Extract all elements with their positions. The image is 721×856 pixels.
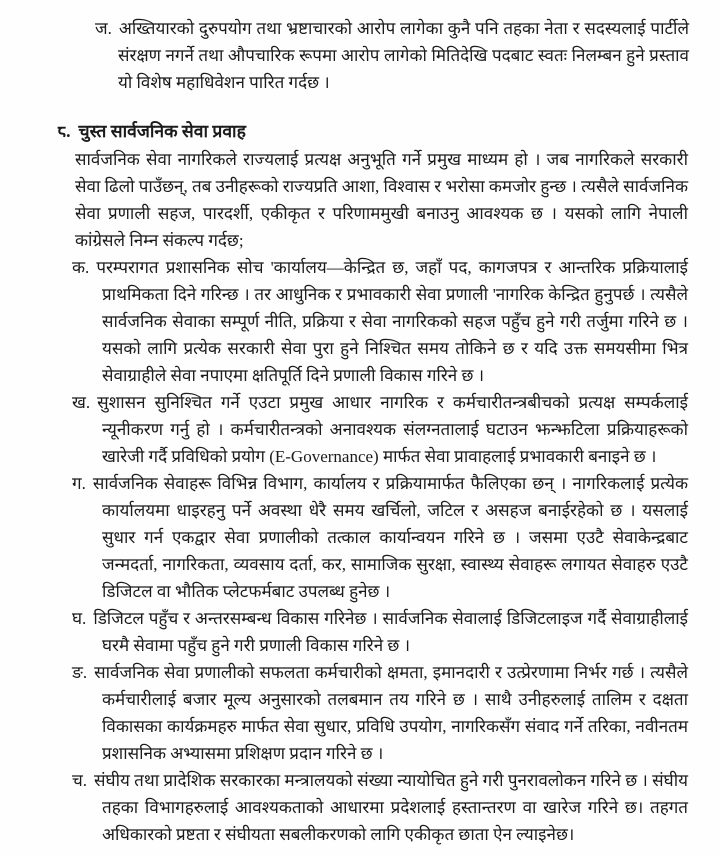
list-item-gha — [72, 605, 688, 659]
list-item-ga — [72, 470, 688, 605]
list-item-marker: ग. — [72, 474, 86, 493]
list-item-text: अख्तियारको दुरुपयोग तथा भ्रष्टाचारको आरोप लागेका कुनै पनि तहका नेता र सदस्यलाई पार्टीले संरक्षण नगर्ने तथा औपचारिक रूपमा आरोप लागेको मितिदेखि पदबाट स्वतः निलम्बन हुने प्रस्ताव यो विशेष महाधिवेशन पारित गर्दछ । — [118, 19, 689, 92]
list-item-text: सार्वजनिक सेवाहरू विभिन्न विभाग, कार्यालय र प्रक्रियामार्फत फैलिएका छन् । नागरिकलाई प्रत्येक कार्यालयमा धाइरहनु पर्ने अवस्था धेरै समय खर्चिलो, जटिल र असहज बनाईरहेको छ । यसलाई सुधार गर्न एकद्वार सेवा प्रणालीको तत्काल कार्यान्वयन गरिने छ । जसमा एउटै सेवाकेन्द्रबाट जन्मदर्ता, नागरिकता, व्यवसाय दर्ता, कर, सामाजिक सुरक्षा, स्वास्थ्य सेवाहरू लगायत सेवाहरु एउटै डिजिटल वा भौतिक प्लेटफर्मबाट उपलब्ध हुनेछ । — [92, 474, 688, 601]
list-item-ja — [95, 15, 689, 96]
list-item-text: संघीय तथा प्रादेशिक सरकारका मन्त्रालयको संख्या न्यायोचित हुने गरी पुनरावलोकन गरिने छ । संघीय तहका विभागहरुलाई आवश्यकताको आधारमा प्रदेशलाई हस्तान्तरण वा खारेज गरिने छ। तहगत अधिकारको प्रष्टता र संघीयता सबलीकरणको लागि एकीकृत छाता ऐन ल्याइनेछ। — [94, 771, 688, 844]
list-item-ka — [72, 254, 688, 389]
list-item-text: सुशासन सुनिश्चित गर्ने एउटा प्रमुख आधार नागरिक र कर्मचारीतन्त्रबीचको प्रत्यक्ष सम्पर्कलाई न्यूनीकरण गर्नु हो । कर्मचारीतन्त्रको अनावश्यक संलग्नतालाई घटाउन झन्झटिला प्रक्रियाहरूको खारेजी गर्दै प्रविधिको प्रयोग (E-Governance) मार्फत सेवा प्रावाहलाई प्रभावकारी बनाइने छ । — [97, 393, 688, 466]
list-item-marker: च. — [72, 771, 88, 790]
section-intro: सार्वजनिक सेवा नागरिकले राज्यलाई प्रत्यक्ष अनुभूति गर्ने प्रमुख माध्यम हो । जब नागरिकले सरकारी सेवा ढिलो पाउँछन्, तब उनीहरूको राज्यप्रति आशा, विश्वास र भरोसा कमजोर हुन्छ । त्यसैले सार्वजनिक सेवा प्रणाली सहज, पारदर्शी, एकीकृत र परिणाममुखी बनाउनु आवश्यक छ । यसको लागि नेपाली कांग्रेसले निम्न संकल्प गर्दछ; — [75, 150, 688, 250]
list-item-marker: ख. — [72, 393, 91, 412]
section-number: ८. — [57, 121, 71, 141]
list-item-cha — [72, 767, 688, 848]
list-item-nga — [72, 659, 688, 767]
list-item-kha — [72, 389, 688, 470]
section-heading — [57, 118, 721, 145]
list-item-marker: क. — [72, 258, 90, 277]
list-item-marker: घ. — [72, 609, 87, 628]
list-item-text: डिजिटल पहुँच र अन्तरसम्बन्ध विकास गरिनेछ । सार्वजनिक सेवालाई डिजिटलाइज गर्दै सेवाग्राहीलाई घरमै सेवामा पहुँच हुने गरी प्रणाली विकास गरिने छ । — [93, 609, 688, 655]
list-item-marker: ङ. — [72, 663, 88, 682]
section-title: चुस्त सार्वजनिक सेवा प्रवाह — [78, 121, 246, 141]
list-item-marker: ज. — [95, 19, 112, 38]
list-item-text: सार्वजनिक सेवा प्रणालीको सफलता कर्मचारीको क्षमता, इमानदारी र उत्प्रेरणामा निर्भर गर्छ । त्यसैले कर्मचारीलाई बजार मूल्य अनुसारको तलबमान तय गरिने छ । साथै उनीहरुलाई तालिम र दक्षता विकासका कार्यक्रमहरु मार्फत सेवा सुधार, प्रविधि उपयोग, नागरिकसँग संवाद गर्ने तरिका, नवीनतम प्रशासनिक अभ्यासमा प्रशिक्षण प्रदान गरिने छ । — [94, 663, 688, 763]
list-item-text: परम्परागत प्रशासनिक सोच 'कार्यालय—केन्द्रित छ, जहाँ पद, कागजपत्र र आन्तरिक प्रक्रियालाई प्राथमिकता दिने गरिन्छ । तर आधुनिक र प्रभावकारी सेवा प्रणाली 'नागरिक केन्द्रित हुनुपर्छ । त्यसैले सार्वजनिक सेवाका सम्पूर्ण नीति, प्रक्रिया र सेवा नागरिकको सहज पहुँच हुने गरी तर्जुमा गरिने छ । यसको लागि प्रत्येक सरकारी सेवा पुरा हुने निश्चित समय तोकिने छ र यदि उक्त समयसीमा भित्र सेवाग्राहीले सेवा नपाएमा क्षतिपूर्ति दिने प्रणाली विकास गरिने छ । — [96, 258, 688, 385]
